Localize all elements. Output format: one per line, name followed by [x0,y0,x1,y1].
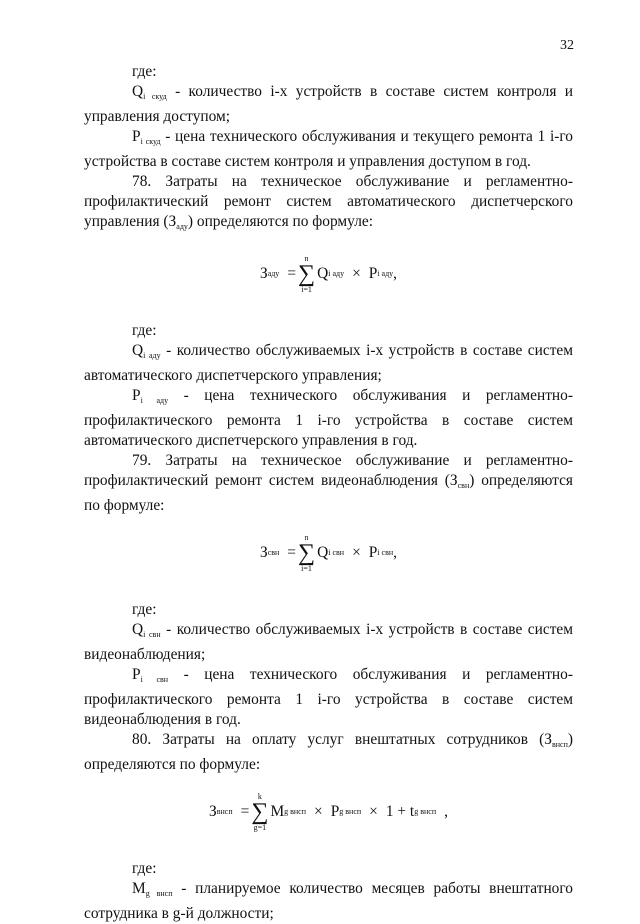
definition-p-svn: $P_{i свн}$ - цена технического обслуживания и регламентно-профилактического ремонта 1 i-го устройства в составе систем видеонаблюдения в год. [84,666,573,728]
where-label: где: [132,322,157,339]
formula-vnsp: З внсп = k ∑ g=1 M g внсп × P g внсп × 1 + t g внсп , [209,792,448,832]
definition-m-vnsp: $M_{g внсп}$ - планируемое количество месяцев работы внештатного сотрудника в g-й должности; [84,880,573,922]
item-78: 78. Затраты на техническое обслуживание и регламентно-профилактический ремонт систем автоматического диспетчерского управления $(З_{аду})$ определяются по формуле: [84,173,573,231]
formula-svn: З свн = n ∑ i=1 Q i свн × P i свн , [259,533,398,573]
definition-q-svn: $Q_{i свн}$ - количество обслуживаемых i-х устройств в составе систем видеонаблюдения; [84,621,573,663]
item-80: 80. Затраты на оплату услуг внештатных сотрудников $(З_{внсп})$ определяются по формуле: [84,731,573,773]
formula-adu: З аду = n ∑ i=1 Q i аду × P i аду , [259,254,398,294]
definition-q-adu: $Q_{i аду}$ - количество обслуживаемых i-х устройств в составе систем автоматического диспетчерского управления; [84,342,574,384]
page-number: 32 [560,38,574,53]
sum-sign: n ∑ i=1 [298,254,316,294]
sum-sign: n ∑ i=1 [297,533,316,573]
definition-q-skud: $Q_{i скуд}$ - количество i-х устройств в составе систем контроля и управления доступом; [84,83,573,125]
definition-p-adu: $P_{i аду}$ - цена технического обслуживания и регламентно-профилактического ремонта 1 i-го устройства в составе систем автоматического диспетчерского управления в год. [84,387,573,449]
where-label: где: [132,860,157,877]
document-body [84,62,573,924]
where-label: где: [132,63,157,80]
where-label: где: [132,601,157,618]
sum-sign: k ∑ g=1 [251,792,269,832]
definition-p-skud: $P_{i скуд}$ - цена технического обслуживания и текущего ремонта 1 i-го устройства в составе систем контроля и управления доступом в год. [84,128,573,170]
item-79: 79. Затраты на техническое обслуживание и регламентно-профилактический ремонт систем видеонаблюдения $(З_{свн})$ определяются по формуле: [84,452,573,514]
